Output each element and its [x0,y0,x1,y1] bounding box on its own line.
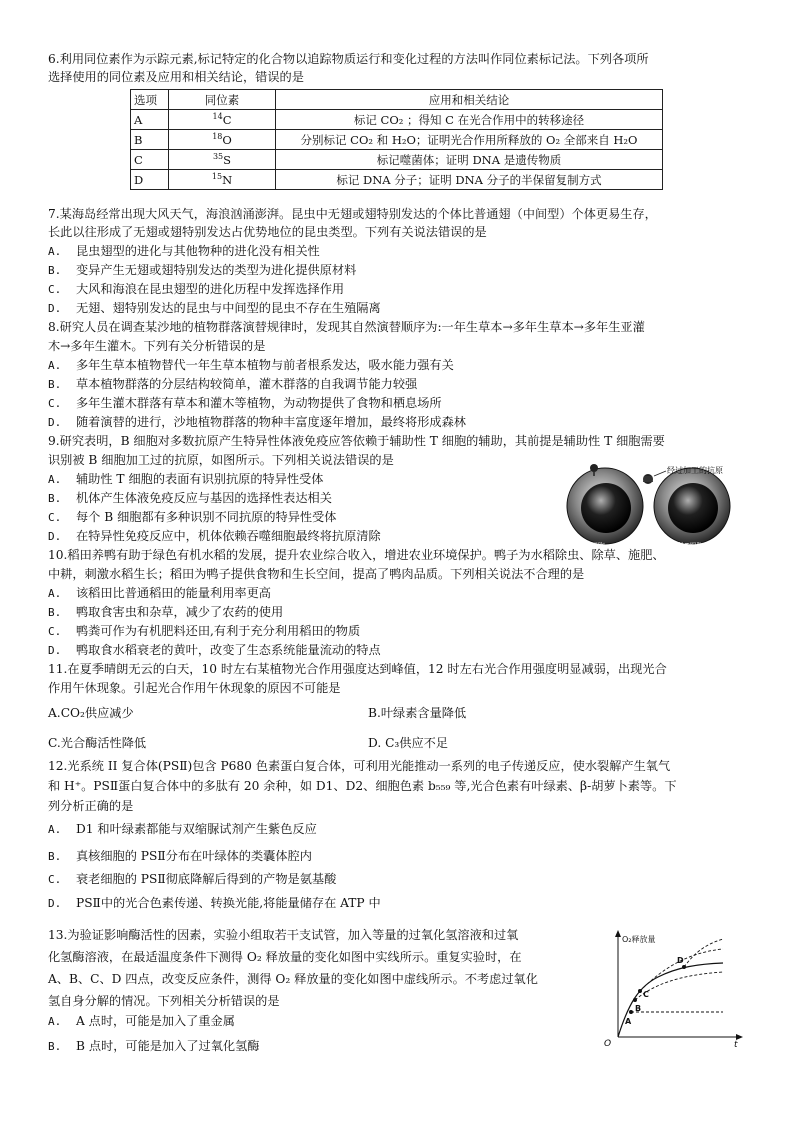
table-row [131,130,663,150]
q8-option-b: B. 草本植物群落的分层结构较简单，灌木群落的自我调节能力较强 [48,377,418,391]
point-d [682,965,686,969]
q6-stem-line2: 选择使用的同位素及应用和相关结论，错误的是 [48,70,304,84]
origin-label: O [604,1039,612,1049]
q6-isotope-table [130,89,663,190]
header-option: 选项 [131,90,169,110]
q7-stem-line1: 7.某海岛经常出现大风天气，海浪汹涌澎湃。昆虫中无翅或翅特别发达的个体比普通翅（中间型）个体更易生存， [48,207,657,221]
q9-option-c: C. 每个 B 细胞都有多种识别不同抗原的特异性受体 [48,510,337,524]
q12-option-c: C. 衰老细胞的 PSⅡ彻底降解后得到的产物是氨基酸 [48,872,337,886]
x-axis-label: t [734,1040,738,1050]
q10-option-d: D. 鸭取食水稻衰老的黄叶，改变了生态系统能量流动的特点 [48,643,381,657]
point-d-label: D [677,956,684,965]
header-isotope: 同位素 [169,90,276,110]
t-cell-nucleus [668,483,718,533]
point-b-label: B [635,1004,642,1013]
row-application: 标记 DNA 分子；证明 DNA 分子的半保留复制方式 [276,170,663,190]
q13-stem-line2: 化氢酶溶液，在最适温度条件下测得 O₂ 释放量的变化如图中实线所示。重复实验时，在 [48,950,522,964]
q9-option-b: B. 机体产生体液免疫反应与基因的选择性表达相关 [48,491,332,505]
point-a-label: A [625,1017,632,1026]
q13-stem-line1: 13.为验证影响酶活性的因素，实验小组取若干支试管，加入等量的过氧化氢溶液和过氧 [48,928,519,942]
row-application: 标记 CO₂ ；得知 C 在光合作用中的转移途径 [276,110,663,130]
row-isotope: $^{35}$S [169,150,276,170]
antigen-label: 经过加工的抗原 [667,466,723,475]
q13-o2-graph [598,925,748,1050]
point-c-label: C [643,990,649,999]
point-b [633,998,637,1002]
table-row [131,110,663,130]
q11-option-a: A.CO₂供应减少 [48,706,134,720]
q13-stem-line4: 氢自身分解的情况。下列相关分析错误的是 [48,994,280,1008]
point-a [629,1010,633,1014]
q7-option-c: C. 大风和海浪在昆虫翅型的进化历程中发挥选择作用 [48,282,345,296]
q8-stem-line2: 木→多年生灌木。下列有关分析错误的是 [48,339,266,353]
q10-option-a: A. 该稻田比普通稻田的能量利用率更高 [48,586,271,600]
q12-stem-line2: 和 H⁺。PSⅡ蛋白复合体中的多肽有 20 余种，如 D1、D2、细胞色素 b₅₅₉ 等,光合色素有叶绿素、β-胡萝卜素等。下 [48,779,677,793]
q12-stem-line3: 列分析正确的是 [48,799,134,813]
q13-option-a: A. A 点时，可能是加入了重金属 [48,1014,235,1028]
row-option: C [131,150,169,170]
q7-option-b: B. 变异产生无翅或翅特别发达的类型为进化提供原材料 [48,263,357,277]
row-application: 分别标记 CO₂ 和 H₂O；证明光合作用所释放的 O₂ 全部来自 H₂O [276,130,663,150]
q11-option-b: B.叶绿素含量降低 [368,706,467,720]
q9-option-d: D. 在特异性免疫反应中，机体依赖吞噬细胞最终将抗原清除 [48,529,381,543]
q10-option-b: B. 鸭取食害虫和杂草，减少了农药的使用 [48,605,284,619]
row-option: B [131,130,169,150]
row-isotope: $^{18}$O [169,130,276,150]
q7-option-a: A. 昆虫翅型的进化与其他物种的进化没有相关性 [48,244,320,258]
q11-stem-line1: 11.在夏季晴朗无云的白天，10 时左右某植物光合作用强度达到峰值，12 时左右光合作用强度明显减弱，出现光合 [48,662,667,676]
row-option: A [131,110,169,130]
q10-option-c: C. 鸭粪可作为有机肥料还田,有利于充分利用稻田的物质 [48,624,361,638]
q13-option-b: B. B 点时，可能是加入了过氧化氢酶 [48,1039,260,1053]
b-cell-nucleus [581,483,631,533]
table-row [131,150,663,170]
q12-option-a: A. D1 和叶绿素都能与双缩脲试剂产生紫色反应 [48,822,317,836]
q9-stem-line1: 9.研究表明，B 细胞对多数抗原产生特异性体液免疫应答依赖于辅助性 T 细胞的辅助，其前提是辅助性 T 细胞需要 [48,434,665,448]
row-isotope: $^{14}$C [169,110,276,130]
q6-stem-line1: 6.利用同位素作为示踪元素,标记特定的化合物以追踪物质运行和变化过程的方法叫作同位素标记法。下列各项所 [48,52,649,66]
b-cell-label: B细胞 [586,542,605,550]
b-cell-surface-antigen [590,464,598,472]
q8-option-c: C. 多年生灌木群落有草本和灌木等植物，为动物提供了食物和栖息场所 [48,396,442,410]
row-option: D [131,170,169,190]
q10-stem-line1: 10.稻田养鸭有助于绿色有机水稻的发展，提升农业综合收入，增进农业环境保护。鸭子为水稻除虫、除草、施肥、 [48,548,665,562]
table-header-row [131,90,663,110]
header-application: 应用和相关结论 [276,90,663,110]
q8-option-d: D. 随着演替的进行，沙地植物群落的物种丰富度逐年增加，最终将形成森林 [48,415,466,429]
t-cell-label: 辅助性T细胞 [664,542,704,550]
q8-option-a: A. 多年生草本植物替代一年生草本植物与前者根系发达，吸水能力强有关 [48,358,454,372]
q10-stem-line2: 中耕，刺激水稻生长；稻田为鸭子提供食物和生长空间，提高了鸭肉品质。下列相关说法不合理的是 [48,567,585,581]
q13-stem-line3: A、B、C、D 四点，改变反应条件，测得 O₂ 释放量的变化如图中虚线所示。不考虑过氧化 [48,972,538,986]
q11-option-d: D. C₃供应不足 [368,736,449,750]
row-isotope: $^{15}$N [169,170,276,190]
row-application: 标记噬菌体；证明 DNA 是遗传物质 [276,150,663,170]
q12-stem-line1: 12.光系统 II 复合体(PSⅡ)包含 P680 色素蛋白复合体，可利用光能推动一系列的电子传递反应，使水裂解产生氧气 [48,759,671,773]
table-row [131,170,663,190]
q7-option-d: D. 无翅、翅特别发达的昆虫与中间型的昆虫不存在生殖隔离 [48,301,381,315]
q11-option-c: C.光合酶活性降低 [48,736,147,750]
point-c [638,989,642,993]
q9-stem-line2: 识别被 B 细胞加工过的抗原，如图所示。下列相关说法错误的是 [48,453,394,467]
q12-option-d: D. PSⅡ中的光合色素传递、转换光能,将能量储存在 ATP 中 [48,896,381,910]
q7-stem-line2: 长此以往形成了无翅或翅特别发达占优势地位的昆虫类型。下列有关说法错误的是 [48,225,487,239]
q8-stem-line1: 8.研究人员在调查某沙地的植物群落演替规律时，发现其自然演替顺序为:一年生草本→多年生草本→多年生亚灌 [48,320,645,334]
y-axis-label: O₂释放量 [622,935,656,944]
q9-option-a: A. 辅助性 T 细胞的表面有识别抗原的特异性受体 [48,472,324,486]
q9-cell-figure [560,462,740,552]
q12-option-b: B. 真核细胞的 PSⅡ分布在叶绿体的类囊体腔内 [48,849,312,863]
q11-stem-line2: 作用午休现象。引起光合作用午休现象的原因不可能是 [48,681,341,695]
